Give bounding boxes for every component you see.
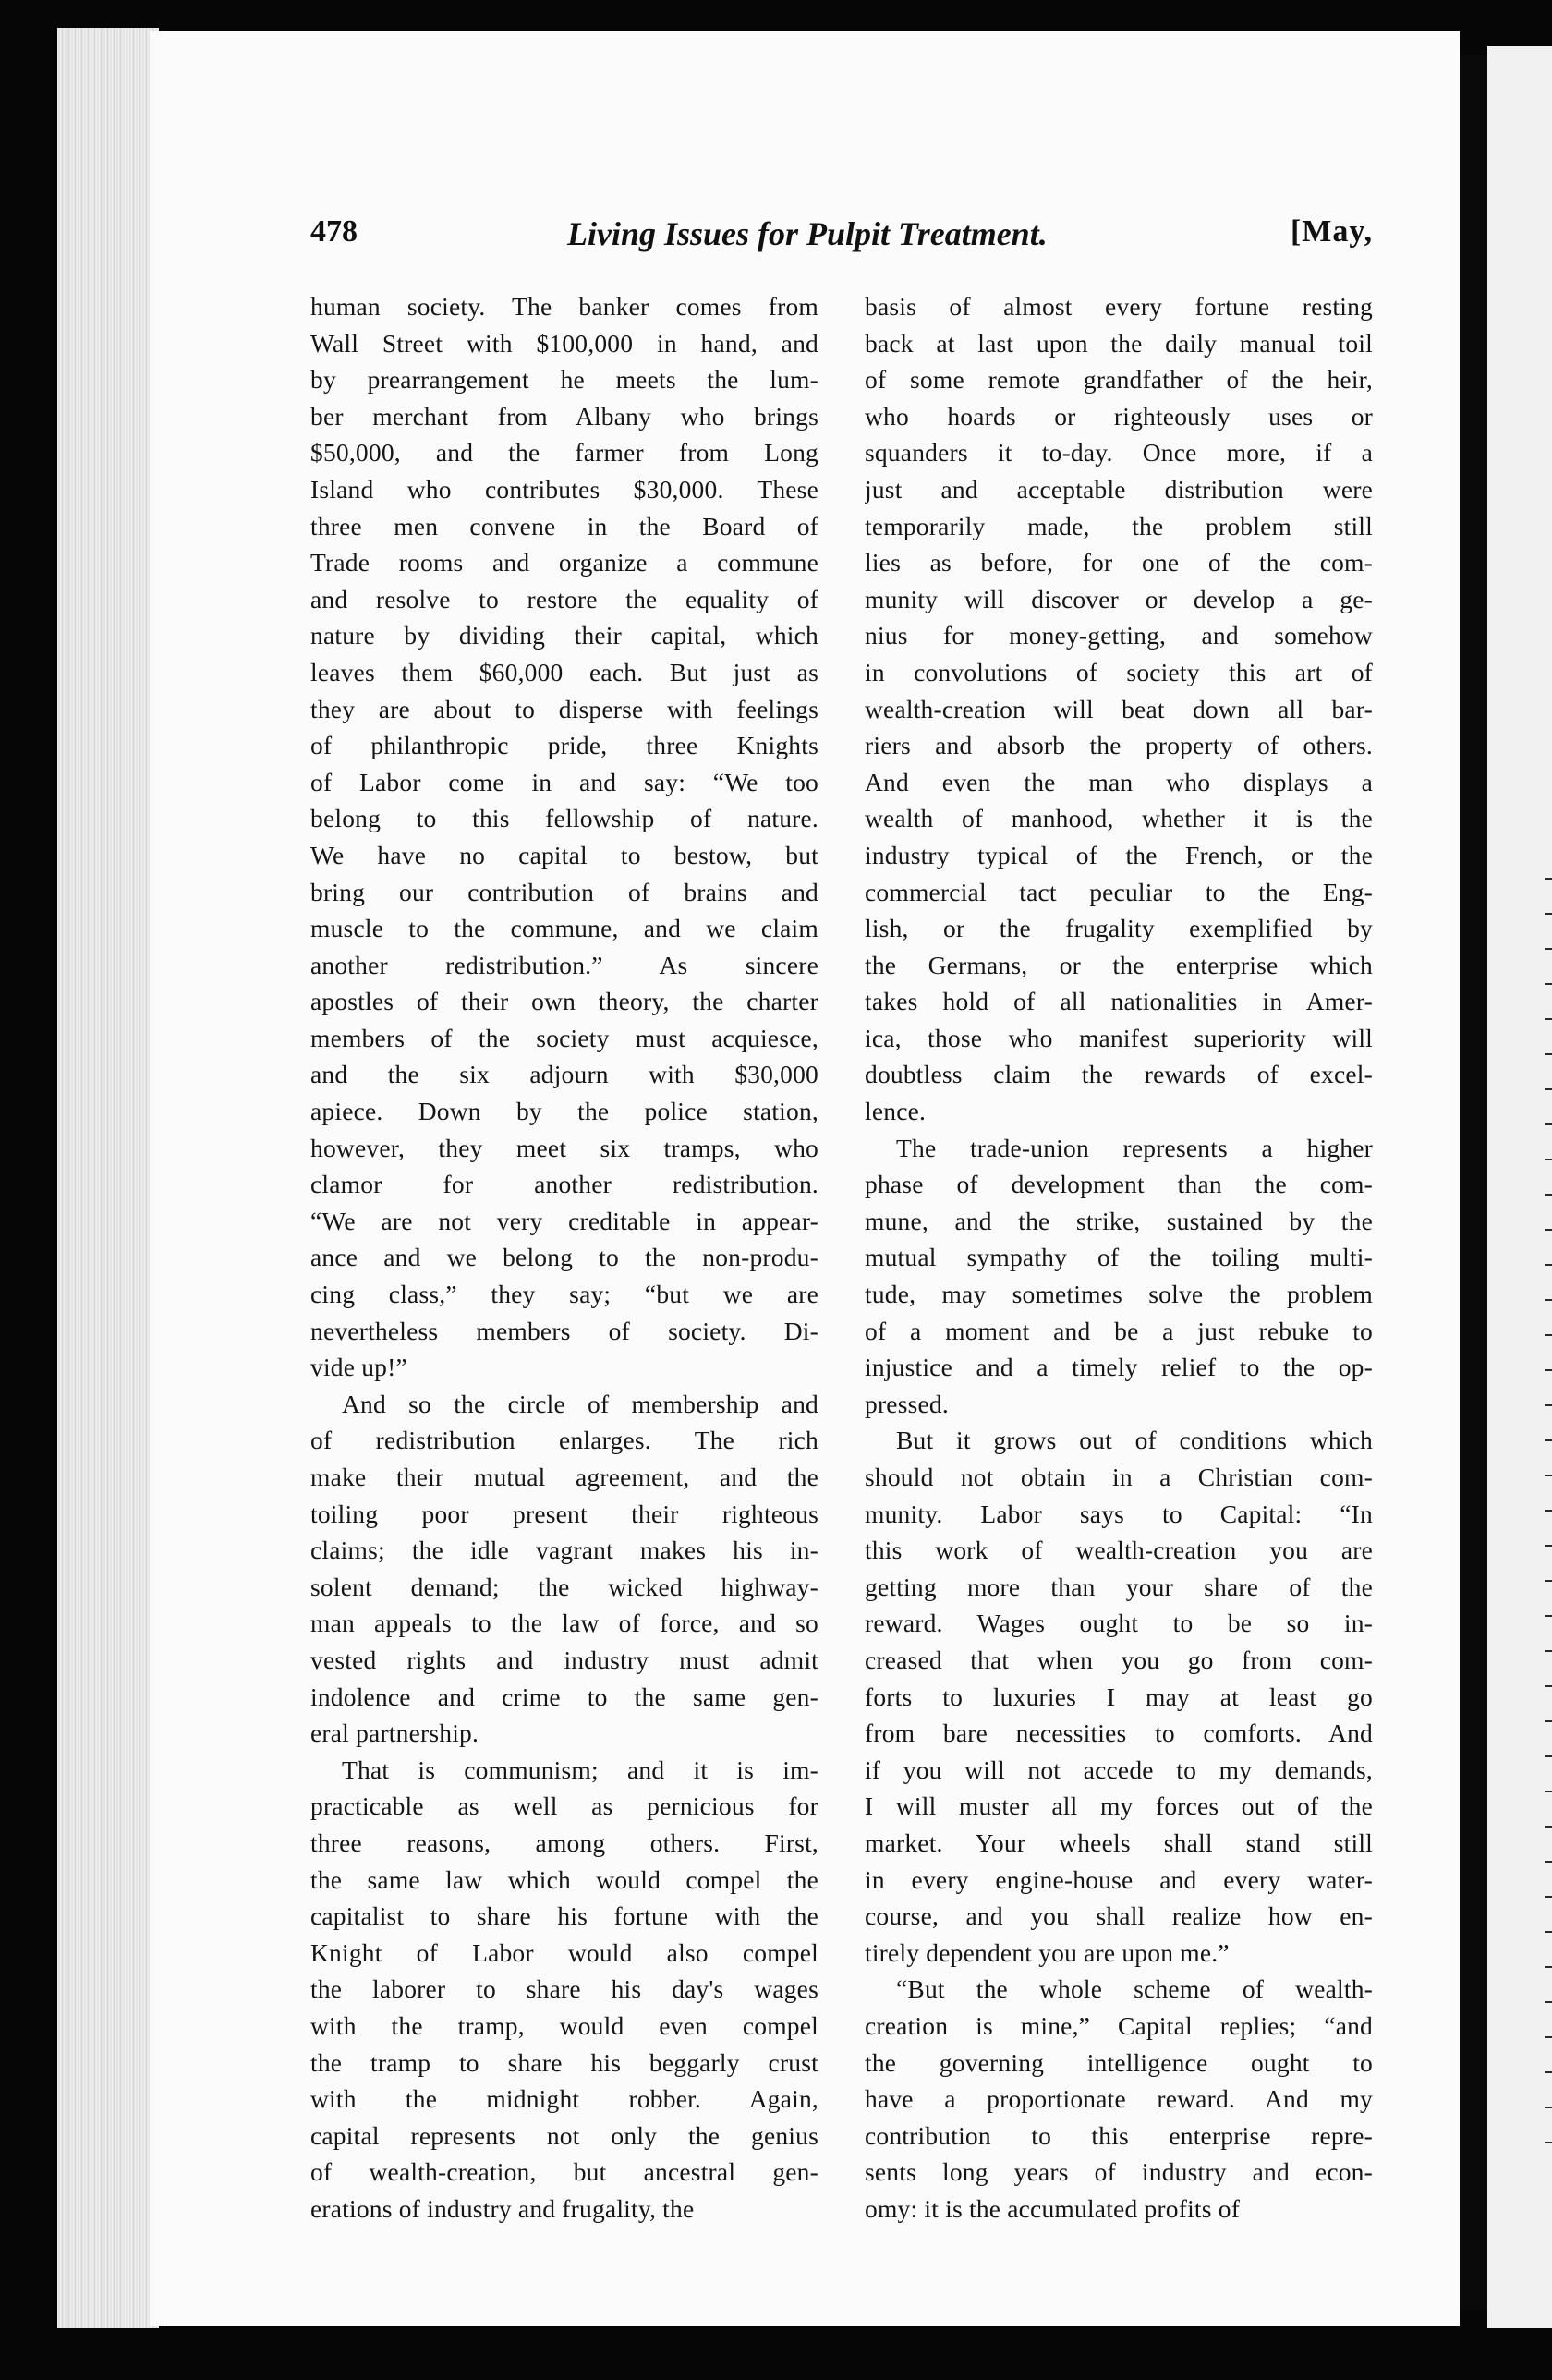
facing-page-text-mark	[1545, 1334, 1552, 1336]
text-line: forts to luxuries I may at least go	[865, 1682, 1373, 1711]
text-line: the tramp to share his beggarly crust	[310, 2047, 818, 2077]
text-line: the same law which would compel the	[310, 1864, 818, 1894]
text-line: bring our contribution of brains and	[310, 877, 818, 906]
text-line: capitalist to share his fortune with the	[310, 1901, 818, 1931]
facing-page-text-mark	[1545, 2107, 1552, 2108]
running-header	[310, 214, 1373, 261]
text-line: industry typical of the French, or the	[865, 840, 1373, 869]
text-line: Island who contributes $30,000. These	[310, 474, 818, 504]
running-title: Living Issues for Pulpit Treatment.	[567, 215, 1048, 252]
text-line: members of the society must acquiesce,	[310, 1023, 818, 1052]
text-line: with the midnight robber. Again,	[310, 2084, 818, 2114]
facing-page-text-mark	[1545, 1650, 1552, 1652]
text-line: temporarily made, the problem still	[865, 511, 1373, 540]
facing-page-text-mark	[1545, 1791, 1552, 1792]
facing-page-text-mark	[1545, 1580, 1552, 1582]
book-page-edges	[57, 28, 159, 2328]
text-line: back at last upon the daily manual toil	[865, 328, 1373, 358]
text-line: if you will not accede to my demands,	[865, 1755, 1373, 1784]
right-text-column	[865, 288, 1373, 2227]
text-line: riers and absorb the property of others.	[865, 731, 1373, 760]
text-line: market. Your wheels shall stand still	[865, 1828, 1373, 1857]
text-line: claims; the idle vagrant makes his in-	[310, 1536, 818, 1565]
text-line: But it grows out of conditions which	[896, 1426, 1373, 1455]
text-line: from bare necessities to comforts. And	[865, 1718, 1373, 1748]
text-line: “We are not very creditable in appear-	[310, 1206, 818, 1235]
facing-page-text-mark	[1545, 913, 1552, 915]
facing-page-text-mark	[1545, 1896, 1552, 1898]
text-line: lence.	[865, 1097, 927, 1126]
facing-page-text-mark	[1545, 1229, 1552, 1231]
facing-page-text-mark	[1545, 948, 1552, 950]
text-line: however, they meet six tramps, who	[310, 1133, 818, 1162]
text-line: three reasons, among others. First,	[310, 1828, 818, 1857]
text-line: vide up!”	[310, 1353, 407, 1382]
facing-page-text-mark	[1545, 1053, 1552, 1055]
text-line: in every engine-house and every water-	[865, 1864, 1373, 1894]
page-number: 478	[310, 214, 358, 249]
text-line: wealth-creation will beat down all bar-	[865, 694, 1373, 723]
text-line: of Labor come in and say: “We too	[310, 767, 818, 796]
text-line: I will muster all my forces out of the	[865, 1791, 1373, 1821]
text-line: phase of development than the com-	[865, 1170, 1373, 1199]
text-line: injustice and a timely relief to the op-	[865, 1353, 1373, 1382]
text-line: contribution to this enterprise repre-	[865, 2120, 1373, 2150]
text-line: mune, and the strike, sustained by the	[865, 1206, 1373, 1235]
facing-page-text-mark	[1545, 1615, 1552, 1617]
text-line: creased that when you go from com-	[865, 1645, 1373, 1674]
text-line: nature by dividing their capital, which	[310, 621, 818, 650]
text-line: make their mutual agreement, and the	[310, 1463, 818, 1491]
facing-page-text-mark	[1545, 1018, 1552, 1020]
text-line: takes hold of all nationalities in Amer-	[865, 987, 1373, 1016]
facing-page-edge	[1487, 46, 1552, 2328]
facing-page-text-mark	[1545, 1194, 1552, 1196]
facing-page-text-mark	[1545, 1439, 1552, 1441]
text-line: they are about to disperse with feelings	[310, 694, 818, 723]
text-line: another redistribution.” As sincere	[310, 950, 818, 979]
text-line: the Germans, or the enterprise which	[865, 950, 1373, 979]
text-line: mutual sympathy of the toiling multi-	[865, 1243, 1373, 1272]
text-line: And even the man who displays a	[865, 767, 1373, 796]
text-line: who hoards or righteously uses or	[865, 401, 1373, 431]
text-line: the governing intelligence ought to	[865, 2047, 1373, 2077]
facing-page-text-mark	[1545, 1475, 1552, 1476]
text-line: belong to this fellowship of nature.	[310, 804, 818, 833]
text-line: “But the whole scheme of wealth-	[896, 1974, 1373, 2004]
facing-page-text-mark	[1545, 1299, 1552, 1301]
text-line: munity will discover or develop a ge-	[865, 584, 1373, 613]
running-month: [May,	[1290, 214, 1373, 249]
text-line: reward. Wages ought to be so in-	[865, 1609, 1373, 1638]
facing-page-text-mark	[1545, 2142, 1552, 2143]
text-line: of philanthropic pride, three Knights	[310, 731, 818, 760]
text-line: apostles of their own theory, the charter	[310, 987, 818, 1016]
facing-page-text-mark	[1545, 1123, 1552, 1125]
text-line: just and acceptable distribution were	[865, 474, 1373, 504]
text-line: have a proportionate reward. And my	[865, 2084, 1373, 2114]
facing-page-text-mark	[1545, 1545, 1552, 1547]
text-line: That is communism; and it is im-	[342, 1755, 818, 1784]
facing-page-text-mark	[1545, 1404, 1552, 1406]
text-line: squanders it to-day. Once more, if a	[865, 438, 1373, 468]
text-line: tude, may sometimes solve the problem	[865, 1280, 1373, 1309]
text-line: muscle to the commune, and we claim	[310, 914, 818, 943]
facing-page-text-mark	[1545, 1755, 1552, 1757]
text-line: with the tramp, would even compel	[310, 2010, 818, 2040]
text-line: solent demand; the wicked highway-	[310, 1572, 818, 1601]
text-line: and resolve to restore the equality of	[310, 584, 818, 613]
text-line: getting more than your share of the	[865, 1572, 1373, 1601]
text-line: of a moment and be a just rebuke to	[865, 1316, 1373, 1345]
facing-page-text-mark	[1545, 1826, 1552, 1828]
text-line: lish, or the frugality exemplified by	[865, 914, 1373, 943]
text-line: Knight of Labor would also compel	[310, 1937, 818, 1967]
text-line: commercial tact peculiar to the Eng-	[865, 877, 1373, 906]
text-line: leaves them $60,000 each. But just as	[310, 657, 818, 686]
facing-page-text-mark	[1545, 1931, 1552, 1933]
text-line: man appeals to the law of force, and so	[310, 1609, 818, 1638]
text-line: three men convene in the Board of	[310, 511, 818, 540]
text-line: apiece. Down by the police station,	[310, 1097, 818, 1126]
text-line: toiling poor present their righteous	[310, 1499, 818, 1528]
facing-page-text-mark	[1545, 2001, 1552, 2003]
text-line: The trade-union represents a higher	[896, 1133, 1373, 1162]
facing-page-text-mark	[1545, 2071, 1552, 2073]
text-line: We have no capital to bestow, but	[310, 840, 818, 869]
text-line: And so the circle of membership and	[342, 1389, 818, 1418]
text-line: doubtless claim the rewards of excel-	[865, 1060, 1373, 1089]
facing-page-text-mark	[1545, 1159, 1552, 1160]
facing-page-text-mark	[1545, 1088, 1552, 1090]
text-line: practicable as well as pernicious for	[310, 1791, 818, 1821]
text-line: sents long years of industry and econ-	[865, 2157, 1373, 2187]
text-line: munity. Labor says to Capital: “In	[865, 1499, 1373, 1528]
text-line: creation is mine,” Capital replies; “and	[865, 2010, 1373, 2040]
text-line: tirely dependent you are upon me.”	[865, 1937, 1230, 1967]
text-line: pressed.	[865, 1389, 949, 1418]
text-line: capital represents not only the genius	[310, 2120, 818, 2150]
text-line: the laborer to share his day's wages	[310, 1974, 818, 2004]
text-line: of some remote grandfather of the heir,	[865, 365, 1373, 395]
text-line: in convolutions of society this art of	[865, 657, 1373, 686]
text-line: of redistribution enlarges. The rich	[310, 1426, 818, 1455]
facing-page-text-mark	[1545, 1861, 1552, 1863]
left-text-column	[310, 288, 818, 2227]
book-gutter	[1460, 55, 1487, 2310]
text-line: wealth of manhood, whether it is the	[865, 804, 1373, 833]
text-line: ance and we belong to the non-produ-	[310, 1243, 818, 1272]
text-line: ica, those who manifest superiority will	[865, 1023, 1373, 1052]
facing-page-text-mark	[1545, 1510, 1552, 1512]
facing-page-text-mark	[1545, 1264, 1552, 1266]
text-line: nevertheless members of society. Di-	[310, 1316, 818, 1345]
text-line: vested rights and industry must admit	[310, 1645, 818, 1674]
text-line: erations of industry and frugality, the	[310, 2193, 695, 2223]
text-line: $50,000, and the farmer from Long	[310, 438, 818, 468]
text-line: and the six adjourn with $30,000	[310, 1060, 818, 1089]
text-line: clamor for another redistribution.	[310, 1170, 818, 1199]
text-line: basis of almost every fortune resting	[865, 292, 1373, 321]
facing-page-text-mark	[1545, 878, 1552, 880]
facing-page-text-mark	[1545, 1685, 1552, 1687]
text-line: this work of wealth-creation you are	[865, 1536, 1373, 1565]
text-line: of wealth-creation, but ancestral gen-	[310, 2157, 818, 2187]
facing-page-text-mark	[1545, 983, 1552, 985]
text-line: eral partnership.	[310, 1718, 479, 1748]
text-line: cing class,” they say; “but we are	[310, 1280, 818, 1309]
facing-page-text-mark	[1545, 2036, 1552, 2038]
text-line: by prearrangement he meets the lum-	[310, 365, 818, 395]
text-line: course, and you shall realize how en-	[865, 1901, 1373, 1931]
text-line: nius for money-getting, and somehow	[865, 621, 1373, 650]
text-line: Wall Street with $100,000 in hand, and	[310, 328, 818, 358]
text-line: should not obtain in a Christian com-	[865, 1463, 1373, 1491]
text-line: lies as before, for one of the com-	[865, 548, 1373, 577]
facing-page-text-mark	[1545, 1369, 1552, 1371]
text-line: omy: it is the accumulated profits of	[865, 2193, 1241, 2223]
text-line: ber merchant from Albany who brings	[310, 401, 818, 431]
facing-page-text-mark	[1545, 1966, 1552, 1968]
text-line: human society. The banker comes from	[310, 292, 818, 321]
text-line: Trade rooms and organize a commune	[310, 548, 818, 577]
facing-page-text-mark	[1545, 1720, 1552, 1722]
text-line: indolence and crime to the same gen-	[310, 1682, 818, 1711]
